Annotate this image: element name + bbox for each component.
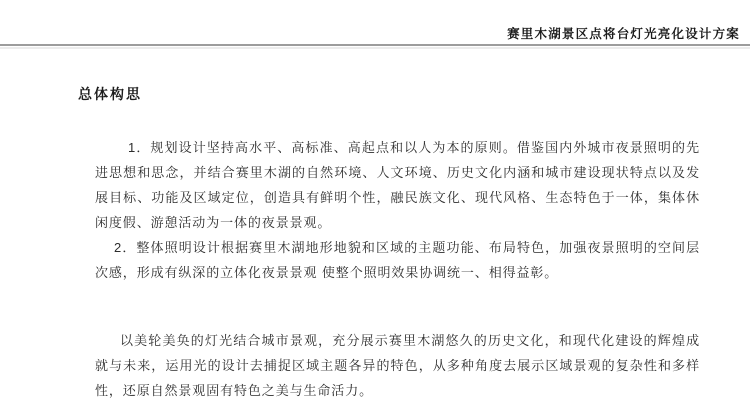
paragraph-planning-principles: 1．规划设计坚持高水平、高标准、高起点和以人为本的原则。借鉴国内外城市夜景照明的先进思想和思念，并结合赛里木湖的自然环境、人文环境、历史文化内涵和城市建设现状特点以及发展目标、功能及区域定位，创造具有鲜明个性，融民族文化、现代风格、生态特色于一体，集体休闲度假、游憩活动为一体的夜景景观。 [95,140,700,230]
header-divider [0,44,750,46]
document-body [78,84,700,403]
header-title: 赛里木湖景区点将台灯光亮化设计方案 [507,27,740,41]
paragraph-light-and-cityscape: 以美轮美奂的灯光结合城市景观，充分展示赛里木湖悠久的历史文化，和现代化建设的辉煌成就与未来，运用光的设计去捕捉区域主题各异的特色，从多种角度去展示区域景观的复杂性和多样性，还原自然景观固有特色之美与生命活力。 [95,333,700,398]
section-heading: 总体构思 [78,86,142,102]
paragraph-overall-lighting-design: 2．整体照明设计根据赛里木湖地形地貌和区域的主题功能、布局特色，加强夜景照明的空间层次感，形成有纵深的立体化夜景景观 使整个照明效果协调统一、相得益彰。 [95,240,700,280]
